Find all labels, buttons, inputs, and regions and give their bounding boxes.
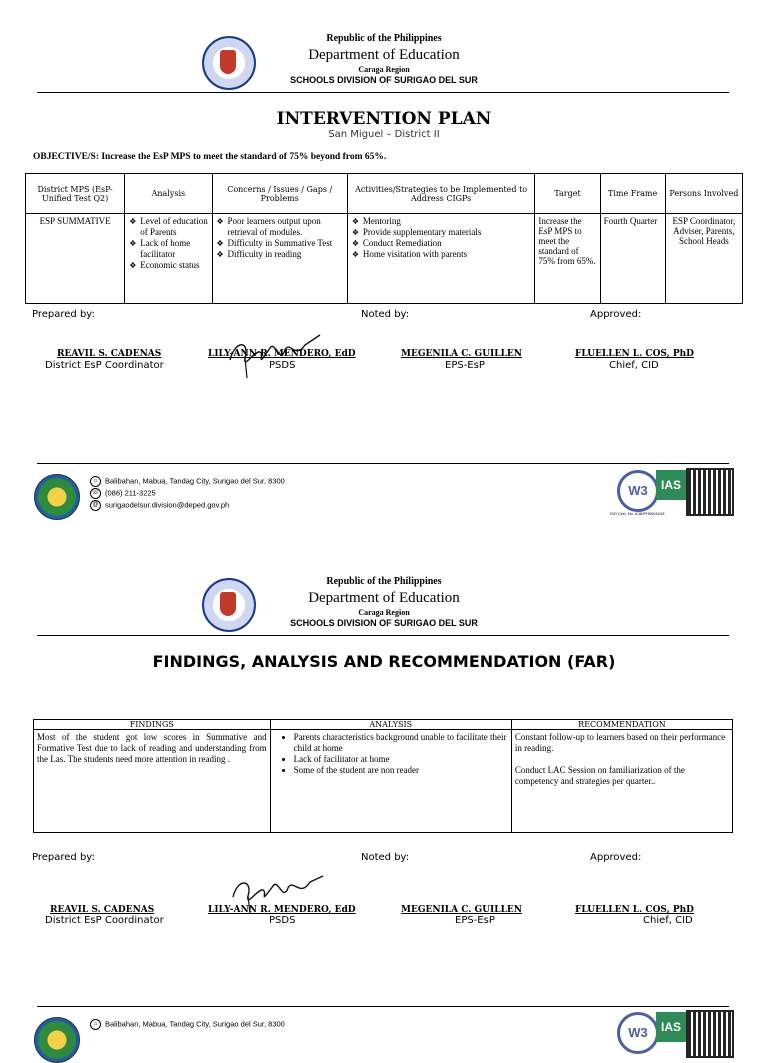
plan-title: INTERVENTION PLAN	[276, 109, 492, 129]
col-header: Persons Involved	[665, 174, 742, 214]
time-frame-text: Fourth Quarter	[603, 216, 658, 226]
col-header: District MPS (EsP-Unified Test Q2)	[26, 174, 125, 214]
signatory-name: REAVIL S. CADENAS	[57, 349, 162, 359]
list-item: • Some of the student are non reader	[294, 765, 508, 776]
footer-address	[90, 1019, 285, 1030]
list-item: ❖ Level of education of Parents	[140, 216, 208, 238]
email-text: surigaodelsur.division@deped.gov.ph	[105, 500, 230, 510]
certification-logo: W3	[617, 1012, 659, 1054]
cell-recommendation	[511, 730, 732, 833]
signatory-position: PSDS	[269, 915, 296, 926]
email-icon: @	[90, 500, 101, 511]
list-item: ❖ Difficulty in reading	[228, 249, 344, 260]
cell-findings	[34, 730, 271, 833]
cell-activities	[347, 214, 535, 304]
list-item: ❖ Mentoring	[363, 216, 532, 227]
phone-text: (086) 211-3225	[105, 488, 156, 498]
address-text: Balibahan, Mabua, Tandag City, Surigao del Sur, 8300	[105, 476, 285, 486]
ias-logo: IAS	[656, 470, 686, 500]
noted-by-label: Noted by:	[361, 852, 410, 863]
footer-rule	[37, 463, 729, 464]
persons-text: ESP Coordinator, Adviser, Parents, School Heads	[672, 216, 736, 246]
plan-objective: OBJECTIVE/S: Increase the EsP MPS to meet the standard of 75% beyond from 65%.	[33, 152, 387, 162]
far-table	[33, 719, 733, 833]
prepared-by-label: Prepared by:	[32, 309, 95, 320]
header-division: SCHOOLS DIVISION OF SURIGAO DEL SUR	[290, 75, 478, 85]
list-item: ❖ Difficulty in Summative Test	[228, 238, 344, 249]
signatory-name: MEGENILA C. GUILLEN	[401, 905, 523, 915]
header-region: Caraga Region	[358, 608, 410, 617]
signatory-name: FLUELLEN L. COS, PhD	[575, 349, 694, 359]
target-text: Increase the EsP MPS to meet the standard of 75% from 65%.	[538, 216, 596, 266]
approved-label: Approved:	[590, 309, 642, 320]
cell-target	[535, 214, 600, 304]
table-header-row	[34, 720, 733, 730]
header-republic: Republic of the Philippines	[326, 576, 442, 587]
cell-concerns	[212, 214, 347, 304]
col-header: Analysis	[125, 174, 212, 214]
plan-subtitle: San Miguel – District II	[328, 129, 440, 140]
division-logo	[34, 474, 80, 520]
list-item: • Lack of facilitator at home	[294, 754, 508, 765]
recommendation-item: Conduct LAC Session on familiarization of the competency and strategies per quarter..	[514, 765, 685, 786]
list-item: ❖ Home visitation with parents	[363, 249, 532, 260]
signatory-position: District EsP Coordinator	[45, 915, 164, 926]
qr-code	[686, 1010, 734, 1058]
header-division: SCHOOLS DIVISION OF SURIGAO DEL SUR	[290, 618, 478, 628]
signatory-name: LILY-ANN R. MENDERO, EdD	[208, 349, 356, 359]
header-department: Department of Education	[308, 47, 460, 63]
certification-logo: W3	[617, 470, 659, 512]
header-rule	[37, 92, 729, 93]
signatory-name: MEGENILA C. GUILLEN	[401, 349, 523, 359]
signatory-position: Chief, CID	[609, 360, 659, 371]
approved-label: Approved:	[590, 852, 642, 863]
col-header: RECOMMENDATION	[511, 720, 732, 730]
footer-rule	[37, 1006, 729, 1007]
table-row	[34, 730, 733, 833]
footer-phone	[90, 488, 156, 499]
list-item: ❖ Lack of home facilitator	[140, 238, 208, 260]
list-item: • Parents characteristics background unable to facilitate their child at home	[294, 732, 508, 754]
signatory-position: PSDS	[269, 360, 296, 371]
iso-cert: ISO Cert. No. AJA/PH0001018	[610, 511, 665, 516]
col-header: FINDINGS	[34, 720, 271, 730]
findings-text: Most of the student got low scores in Summative and Formative Test due to lack of reading and understanding from the Las. The students need more attention in reading .	[37, 732, 267, 764]
address-text: Balibahan, Mabua, Tandag City, Surigao del Sur, 8300	[105, 1019, 285, 1029]
footer-email	[90, 500, 229, 511]
cell-persons	[665, 214, 742, 304]
signatory-position: EPS-EsP	[445, 360, 485, 371]
signatory-position: District EsP Coordinator	[45, 360, 164, 371]
location-icon: ⌂	[90, 1019, 101, 1030]
cell-time-frame	[600, 214, 665, 304]
list-item: ❖ Economic status	[140, 260, 208, 271]
cell-mps	[26, 214, 125, 304]
header-republic: Republic of the Philippines	[326, 33, 442, 44]
noted-by-label: Noted by:	[361, 309, 410, 320]
recommendation-item: Constant follow-up to learners based on their performance in reading.	[514, 732, 726, 753]
header-rule	[37, 635, 729, 636]
list-item: ❖ Provide supplementary materials	[363, 227, 532, 238]
table-header-row	[26, 174, 743, 214]
col-header: Concerns / Issues / Gaps / Problems	[212, 174, 347, 214]
cell-analysis	[125, 214, 212, 304]
header-region: Caraga Region	[358, 65, 410, 74]
signatory-name: REAVIL S. CADENAS	[50, 905, 155, 915]
qr-code	[686, 468, 734, 516]
col-header: Time Frame	[600, 174, 665, 214]
prepared-by-label: Prepared by:	[32, 852, 95, 863]
header-department: Department of Education	[308, 590, 460, 606]
signatory-name: LILY-ANN R. MENDERO, EdD	[208, 905, 356, 915]
footer-address	[90, 476, 285, 487]
col-header: Activities/Strategies to be Implemented to Address CIGPs	[347, 174, 535, 214]
cell-analysis	[270, 730, 511, 833]
intervention-table	[25, 173, 743, 304]
location-icon: ⌂	[90, 476, 101, 487]
list-item: ❖ Conduct Remediation	[363, 238, 532, 249]
list-item: ❖ Poor learners output upon retrieval of modules.	[228, 216, 344, 238]
col-header: Target	[535, 174, 600, 214]
far-title: FINDINGS, ANALYSIS AND RECOMMENDATION (FAR)	[152, 652, 616, 671]
signatory-position: EPS-EsP	[455, 915, 495, 926]
signatory-name: FLUELLEN L. COS, PhD	[575, 905, 694, 915]
col-header: ANALYSIS	[270, 720, 511, 730]
phone-icon: ☏	[90, 488, 101, 499]
ias-logo: IAS	[656, 1012, 686, 1042]
table-row	[26, 214, 743, 304]
signatory-position: Chief, CID	[643, 915, 693, 926]
mps-text: ESP SUMMATIVE	[39, 216, 111, 226]
